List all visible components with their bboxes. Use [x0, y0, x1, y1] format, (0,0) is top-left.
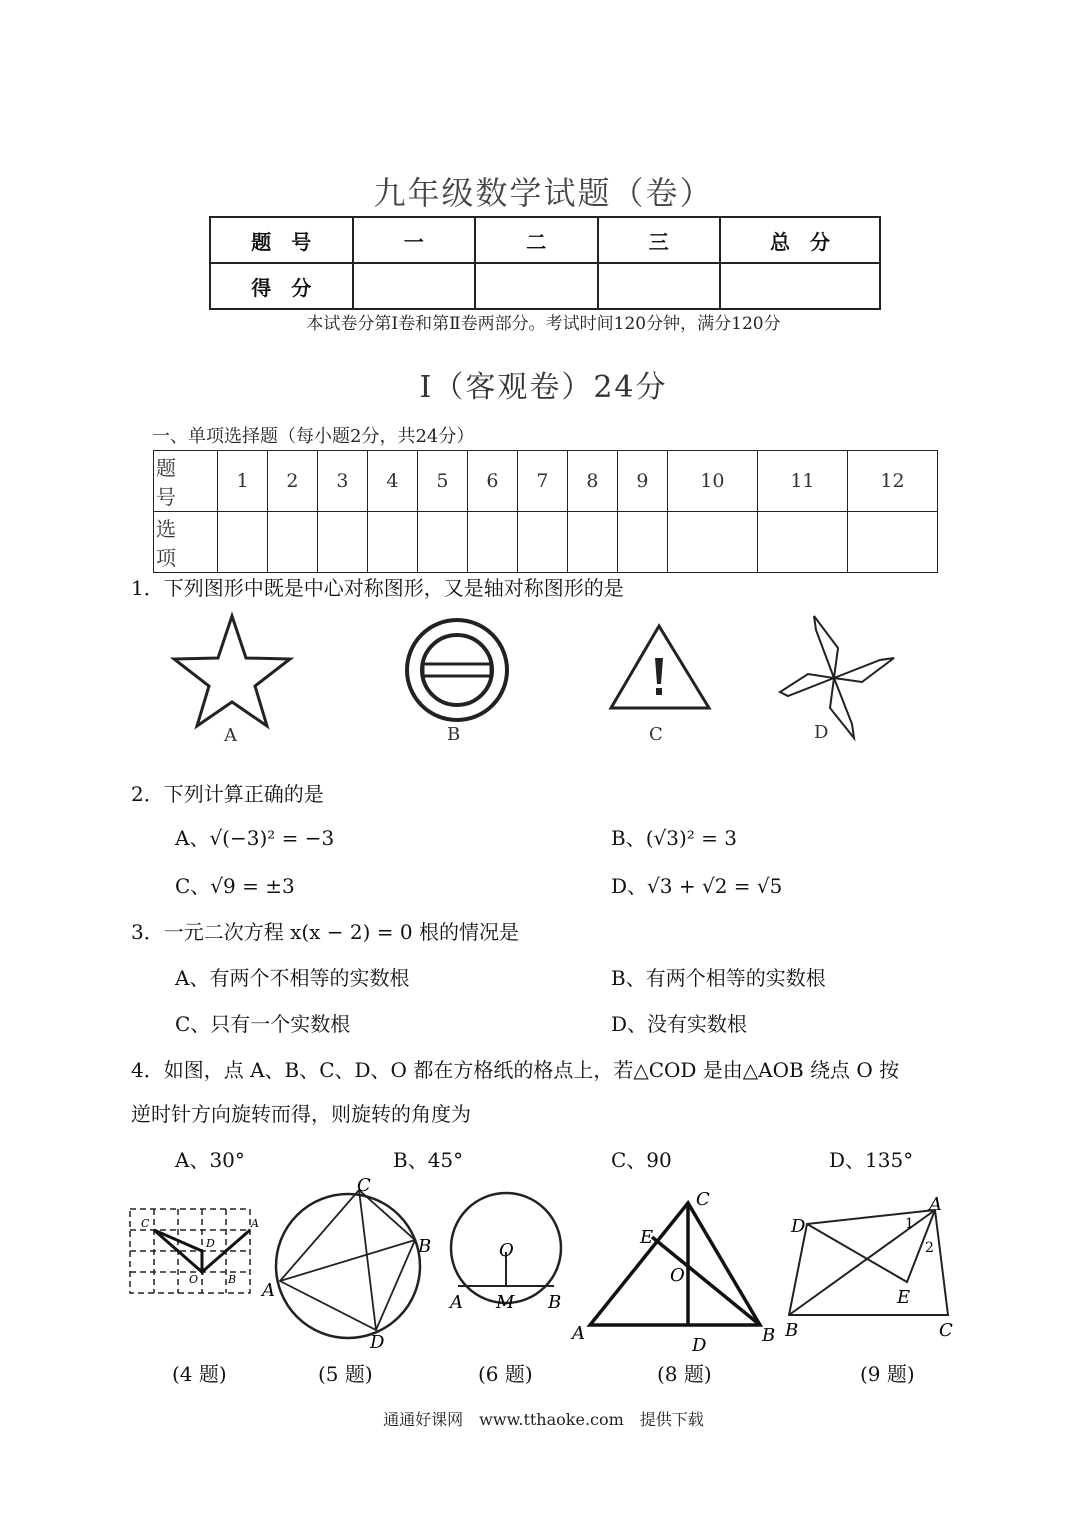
q2-option-b: B、(√3)² = 3 [611, 826, 737, 850]
question-3-stem: 3．一元二次方程 x(x − 2) = 0 根的情况是 [131, 920, 519, 944]
score-header-cell: 三 [598, 217, 721, 263]
question-number-cell: 1 [218, 451, 268, 512]
answer-row-label: 选项 [154, 512, 218, 573]
figure-5-circle [258, 1170, 438, 1352]
q1-warning-figure [605, 620, 715, 746]
part-title: Ⅰ（客观卷）24分 [419, 370, 668, 405]
pinwheel-icon [780, 616, 894, 738]
svg-text:E: E [640, 1227, 654, 1248]
svg-text:O: O [499, 1240, 514, 1261]
question-number-cell: 3 [317, 451, 367, 512]
svg-text:M: M [496, 1292, 515, 1313]
figure-4-grid [127, 1205, 262, 1315]
question-4-stem-line1: 4．如图，点 A、B、C、D、O 都在方格纸的格点上，若△COD 是由△AOB 绕点 O 按 [131, 1058, 900, 1082]
answer-cell[interactable] [467, 512, 517, 573]
score-cell[interactable] [353, 263, 476, 309]
svg-text:A: A [262, 1280, 275, 1301]
svg-text:C: C [939, 1320, 953, 1341]
inner-ring-icon [422, 635, 492, 705]
svg-text:2: 2 [925, 1240, 934, 1256]
q2-option-d: D、√3 + √2 = √5 [611, 874, 783, 898]
q3-option-a: A、有两个不相等的实数根 [175, 966, 410, 990]
svg-text:D: D [206, 1237, 215, 1250]
answer-cell[interactable] [218, 512, 268, 573]
q4-option-b: B、45° [393, 1148, 464, 1172]
q4-option-d: D、135° [829, 1148, 914, 1172]
star-icon [174, 616, 290, 726]
svg-text:B: B [548, 1292, 562, 1313]
svg-text:O: O [189, 1273, 199, 1286]
q3-option-b: B、有两个相等的实数根 [611, 966, 826, 990]
svg-text:C: C [141, 1217, 150, 1230]
q1-pinwheel-figure [776, 612, 901, 746]
svg-text:A: A [929, 1194, 942, 1215]
svg-text:A: A [572, 1323, 585, 1344]
svg-text:B: B [418, 1236, 432, 1257]
answer-cell[interactable] [757, 512, 847, 573]
question-4-stem-line2: 逆时针方向旋转而得，则旋转的角度为 [131, 1102, 471, 1126]
answer-cell[interactable] [367, 512, 417, 573]
exclamation-icon [655, 658, 663, 684]
svg-text:D: D [692, 1335, 707, 1355]
svg-text:A: A [450, 1292, 463, 1313]
exam-title: 九年级数学试题（卷） [373, 174, 714, 212]
question-number-cell: 8 [567, 451, 617, 512]
q1-star-figure [170, 608, 310, 748]
figure-caption: (9 题) [860, 1362, 915, 1386]
question-number-cell: 11 [757, 451, 847, 512]
svg-text:D: D [370, 1332, 385, 1352]
score-table-score-row [210, 263, 880, 309]
q2-option-c: C、√9 = ±3 [175, 874, 295, 898]
q4-option-c: C、90 [611, 1148, 672, 1172]
answer-cell[interactable] [317, 512, 367, 573]
q4-option-a: A、30° [175, 1148, 245, 1172]
answer-choice-row [154, 512, 938, 573]
svg-text:C: C [696, 1189, 710, 1210]
score-cell[interactable] [475, 263, 598, 309]
svg-text:E: E [897, 1287, 911, 1308]
question-2-stem: 2．下列计算正确的是 [131, 782, 324, 806]
figure-caption: (5 题) [318, 1362, 373, 1386]
answer-cell[interactable] [667, 512, 757, 573]
figure-6-circle [444, 1190, 569, 1320]
q3-option-c: C、只有一个实数根 [175, 1012, 351, 1036]
figure-9-quadrilateral [785, 1190, 970, 1345]
figure-caption: (6 题) [478, 1362, 533, 1386]
question-number-cell: 12 [847, 451, 937, 512]
question-number-cell: 10 [667, 451, 757, 512]
svg-text:B: B [762, 1325, 776, 1346]
bar-icon [423, 664, 491, 676]
score-table-header-row [210, 217, 880, 263]
svg-text:D: D [791, 1216, 806, 1237]
answer-cell[interactable] [567, 512, 617, 573]
score-header-cell: 题 号 [210, 217, 353, 263]
score-header-cell: 一 [353, 217, 476, 263]
question-number-cell: 9 [617, 451, 667, 512]
figure-8-triangle [570, 1185, 780, 1355]
question-number-cell: 4 [367, 451, 417, 512]
svg-text:B: B [785, 1320, 799, 1341]
question-number-cell: 5 [417, 451, 467, 512]
answer-number-row [154, 451, 938, 512]
question-1-stem: 1．下列图形中既是中心对称图形，又是轴对称图形的是 [131, 576, 624, 600]
question-number-cell: 7 [517, 451, 567, 512]
svg-text:O: O [670, 1265, 685, 1286]
figure-caption: (4 题) [172, 1362, 227, 1386]
exam-note: 本试卷分第Ⅰ卷和第Ⅱ卷两部分。考试时间120分钟，满分120分 [306, 314, 781, 334]
question-number-cell: 6 [467, 451, 517, 512]
q2-option-a: A、√(−3)² = −3 [175, 826, 335, 850]
answer-row-label: 题号 [154, 451, 218, 512]
score-header-cell: 二 [475, 217, 598, 263]
score-cell[interactable] [720, 263, 880, 309]
answer-cell[interactable] [847, 512, 937, 573]
answer-cell[interactable] [517, 512, 567, 573]
score-table [209, 216, 881, 310]
answer-cell[interactable] [417, 512, 467, 573]
score-cell[interactable] [598, 263, 721, 309]
answer-cell[interactable] [617, 512, 667, 573]
score-header-cell: 总 分 [720, 217, 880, 263]
svg-text:1: 1 [905, 1216, 914, 1232]
section-heading: 一、单项选择题（每小题2分，共24分） [152, 426, 475, 447]
svg-text:A: A [251, 1217, 259, 1230]
svg-text:C: C [357, 1175, 371, 1196]
page-footer: 通通好课网 www.tthaoke.com 提供下载 [383, 1410, 704, 1429]
answer-cell[interactable] [267, 512, 317, 573]
q1-option-label: C [649, 724, 663, 745]
q1-option-label: A [224, 725, 237, 746]
q1-option-label: B [447, 724, 461, 745]
answer-table [153, 450, 938, 573]
q1-circle-sign-figure [395, 618, 525, 746]
q3-option-d: D、没有实数根 [611, 1012, 748, 1036]
q1-option-label: D [814, 722, 829, 743]
figure-caption: (8 题) [657, 1362, 712, 1386]
svg-text:B: B [228, 1273, 237, 1286]
score-label-cell: 得 分 [210, 263, 353, 309]
question-number-cell: 2 [267, 451, 317, 512]
